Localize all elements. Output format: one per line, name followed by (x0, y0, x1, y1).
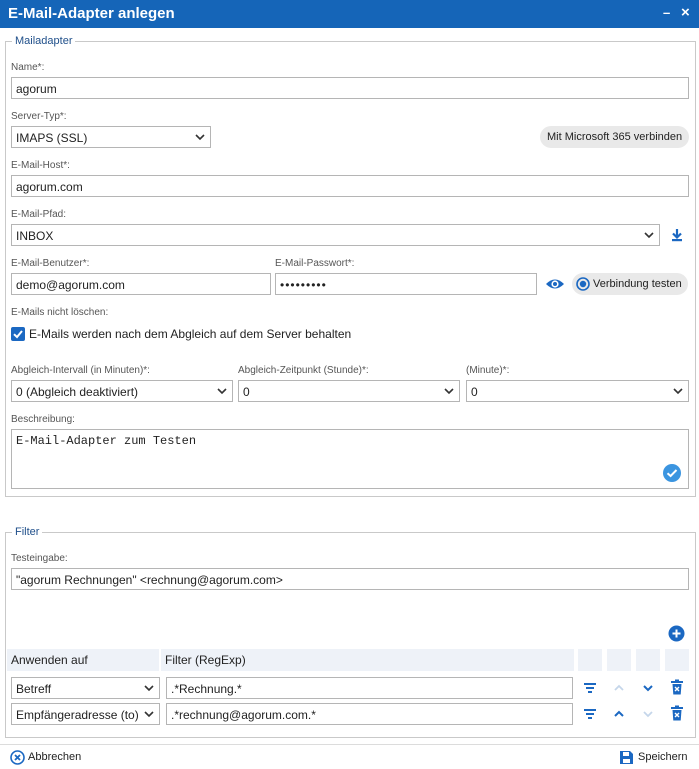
chevron-down-icon[interactable] (640, 680, 656, 696)
chevron-up-icon[interactable] (611, 706, 627, 722)
close-button[interactable]: × (681, 4, 690, 21)
ms365-connect-button[interactable]: Mit Microsoft 365 verbinden (540, 126, 689, 148)
chevron-up-icon (611, 680, 627, 696)
password-label: E-Mail-Passwort*: (275, 258, 355, 269)
cancel-label: Abbrechen (28, 751, 82, 763)
filter-icon[interactable] (582, 706, 598, 722)
filter-icon[interactable] (582, 680, 598, 696)
eye-icon[interactable] (545, 276, 565, 292)
test-connection-button[interactable] (572, 273, 688, 295)
path-value: INBOX (16, 229, 54, 243)
keep-mails-checkbox[interactable] (11, 327, 25, 341)
path-select[interactable] (11, 224, 660, 246)
add-filter-icon[interactable] (668, 625, 685, 642)
column-header-blank (636, 649, 660, 671)
column-header-filter: Filter (RegExp) (161, 649, 574, 671)
hour-label: Abgleich-Zeitpunkt (Stunde)*: (238, 365, 369, 376)
no-delete-label: E-Mails nicht löschen: (11, 307, 109, 318)
server-type-select[interactable] (11, 126, 211, 148)
apply-select[interactable] (11, 703, 160, 725)
delete-icon[interactable] (669, 705, 685, 722)
name-label: Name*: (11, 62, 45, 73)
record-icon (576, 277, 590, 291)
apply-value: Betreff (16, 682, 52, 696)
chevron-down-icon (215, 384, 229, 398)
apply-select[interactable] (11, 677, 160, 699)
user-label: E-Mail-Benutzer*: (11, 258, 90, 269)
password-input[interactable]: ••••••••• (275, 273, 537, 295)
chevron-down-icon (640, 706, 656, 722)
footer-bar (0, 744, 699, 769)
minute-label: (Minute)*: (466, 365, 510, 376)
regexp-input[interactable]: .*rechnung@agorum.com.* (166, 703, 573, 725)
host-input[interactable]: agorum.com (11, 175, 689, 197)
apply-value: Empfängeradresse (to) (16, 708, 139, 722)
minute-select[interactable] (466, 380, 689, 402)
interval-value: 0 (Abgleich deaktiviert) (16, 385, 139, 399)
title-bar (0, 0, 699, 28)
dialog-title: E-Mail-Adapter anlegen (8, 5, 175, 22)
description-label: Beschreibung: (11, 414, 75, 425)
hour-select[interactable] (238, 380, 460, 402)
server-type-value: IMAPS (SSL) (16, 131, 88, 145)
host-label: E-Mail-Host*: (11, 160, 70, 171)
save-button[interactable] (619, 750, 691, 766)
test-input-label: Testeingabe: (11, 553, 68, 564)
description-textarea[interactable]: E-Mail-Adapter zum Testen (11, 429, 689, 489)
path-label: E-Mail-Pfad: (11, 209, 67, 220)
user-input[interactable]: demo@agorum.com (11, 273, 271, 295)
hour-value: 0 (243, 385, 250, 399)
name-input[interactable]: agorum (11, 77, 689, 99)
regexp-input[interactable]: .*Rechnung.* (166, 677, 573, 699)
server-type-label: Server-Typ*: (11, 111, 67, 122)
download-icon[interactable] (669, 227, 685, 243)
column-header-blank (607, 649, 631, 671)
chevron-down-icon (671, 384, 685, 398)
keep-mails-checkbox-label[interactable]: E-Mails werden nach dem Abgleich auf dem Server behalten (29, 327, 352, 341)
test-input[interactable]: "agorum Rechnungen" <rechnung@agorum.com> (11, 568, 689, 590)
interval-select[interactable] (11, 380, 233, 402)
chevron-down-icon (142, 707, 156, 721)
column-header-blank (665, 649, 689, 671)
minimize-button[interactable]: – (663, 5, 671, 20)
minute-value: 0 (471, 385, 478, 399)
save-label: Speichern (638, 751, 688, 763)
chevron-down-icon (193, 130, 207, 144)
chevron-down-icon (442, 384, 456, 398)
column-header-blank (578, 649, 602, 671)
chevron-down-icon (642, 228, 656, 242)
check-circle-icon (662, 463, 682, 483)
mailadapter-legend: Mailadapter (12, 35, 75, 47)
checkmark-icon (11, 327, 25, 341)
test-connection-label: Verbindung testen (593, 278, 682, 290)
interval-label: Abgleich-Intervall (in Minuten)*: (11, 365, 150, 376)
chevron-down-icon (142, 681, 156, 695)
floppy-disk-icon (619, 750, 634, 765)
close-circle-icon (10, 750, 25, 765)
delete-icon[interactable] (669, 679, 685, 696)
column-header-apply: Anwenden auf (7, 649, 159, 671)
filter-legend: Filter (12, 526, 42, 538)
